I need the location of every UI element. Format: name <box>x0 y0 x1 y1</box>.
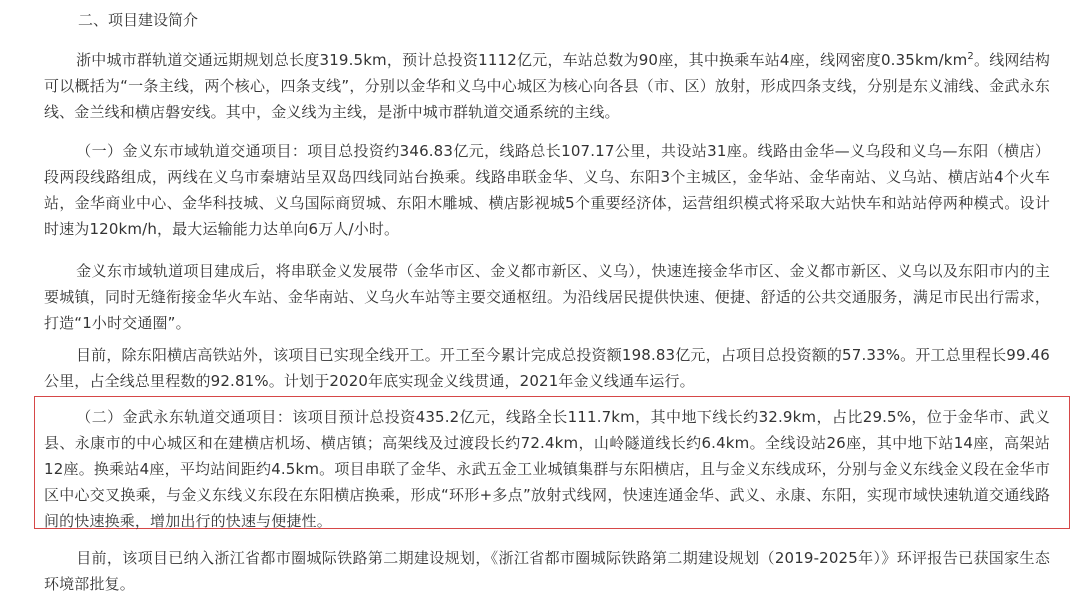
overview-text-part2: 。线网结构可以概括为“一条主线，两个核心，四条支线”，分别以金华和义乌中心城区为核心向各县（市、区）放射，形成四条支线，分别是东义浦线、金武永东线、金兰线和横店磐安线。其中，金义线为主线，是浙中城市群轨道交通系统的主线。 <box>44 51 1050 121</box>
paragraph-jinwuyongdong-project <box>44 404 1050 534</box>
section-heading: 二、项目建设简介 <box>78 11 199 29</box>
jinyidong-benefits-text: 金义东市域轨道项目建成后，将串联金义发展带（金华市区、金义都市新区、义乌），快速连接金华市区、金义都市新区、义乌以及东阳市内的主要城镇，同时无缝衔接金华火车站、金华南站、义乌火车站等主要交通枢纽。为沿线居民提供快速、便捷、舒适的公共交通服务，满足市民出行需求，打造“1小时交通圈”。 <box>44 262 1050 332</box>
paragraph-jinwuyongdong-progress <box>44 545 1050 597</box>
paragraph-jinyidong-benefits <box>44 258 1050 336</box>
jinwuyongdong-project-text: （二）金武永东轨道交通项目：该项目预计总投资435.2亿元，线路全长111.7km，其中地下线长约32.9km，占比29.5%，位于金华市、武义县、永康市的中心城区和在建横店机场、横店镇；高架线及过渡段长约72.4km，山岭隧道线长约6.4km。全线设站26座，其中地下站14座，高架站12座。换乘站4座，平均站间距约4.5km。项目串联了金华、永武五金工业城镇集群与东阳横店，且与金义东线成环，分别与金义东线金义段在金华市区中心交叉换乘，与金义东线义东段在东阳横店换乘，形成“环形+多点”放射式线网，快速连通金华、武义、永康、东阳，实现市域快速轨道交通线路间的快速换乘，增加出行的快速与便捷性。 <box>44 408 1050 530</box>
jinyidong-project-text: （一）金义东市域轨道交通项目：项目总投资约346.83亿元，线路总长107.17公里，共设站31座。线路由金华—义乌段和义乌—东阳（横店）段两段线路组成，两线在义乌市秦塘站呈双岛四线同站台换乘。线路串联金华、义乌、东阳3个主城区，金华站、金华南站、义乌站、横店站4个火车站，金华商业中心、金华科技城、义乌国际商贸城、东阳木雕城、横店影视城5个重要经济体，运营组织模式将采取大站快车和站站停两种模式。设计时速为120km/h，最大运输能力达单向6万人/小时。 <box>44 142 1050 238</box>
superscript-two: 2 <box>967 51 974 62</box>
overview-text-part1: 浙中城市群轨道交通远期规划总长度319.5km，预计总投资1112亿元，车站总数为90座，其中换乘车站4座，线网密度0.35km/km <box>76 51 968 69</box>
jinwuyongdong-progress-text: 目前，该项目已纳入浙江省都市圈城际铁路第二期建设规划，《浙江省都市圈城际铁路第二期建设规划（2019-2025年）》环评报告已获国家生态环境部批复。 <box>44 549 1050 593</box>
paragraph-jinyidong-progress <box>44 342 1050 394</box>
jinyidong-progress-text: 目前，除东阳横店高铁站外，该项目已实现全线开工。开工至今累计完成总投资额198.83亿元，占项目总投资额的57.33%。开工总里程长99.46公里，占全线总里程数的92.81%。计划于2020年底实现金义线贯通，2021年金义线通车运行。 <box>44 346 1050 390</box>
paragraph-overview <box>44 44 1050 125</box>
paragraph-jinyidong-project <box>44 138 1050 242</box>
